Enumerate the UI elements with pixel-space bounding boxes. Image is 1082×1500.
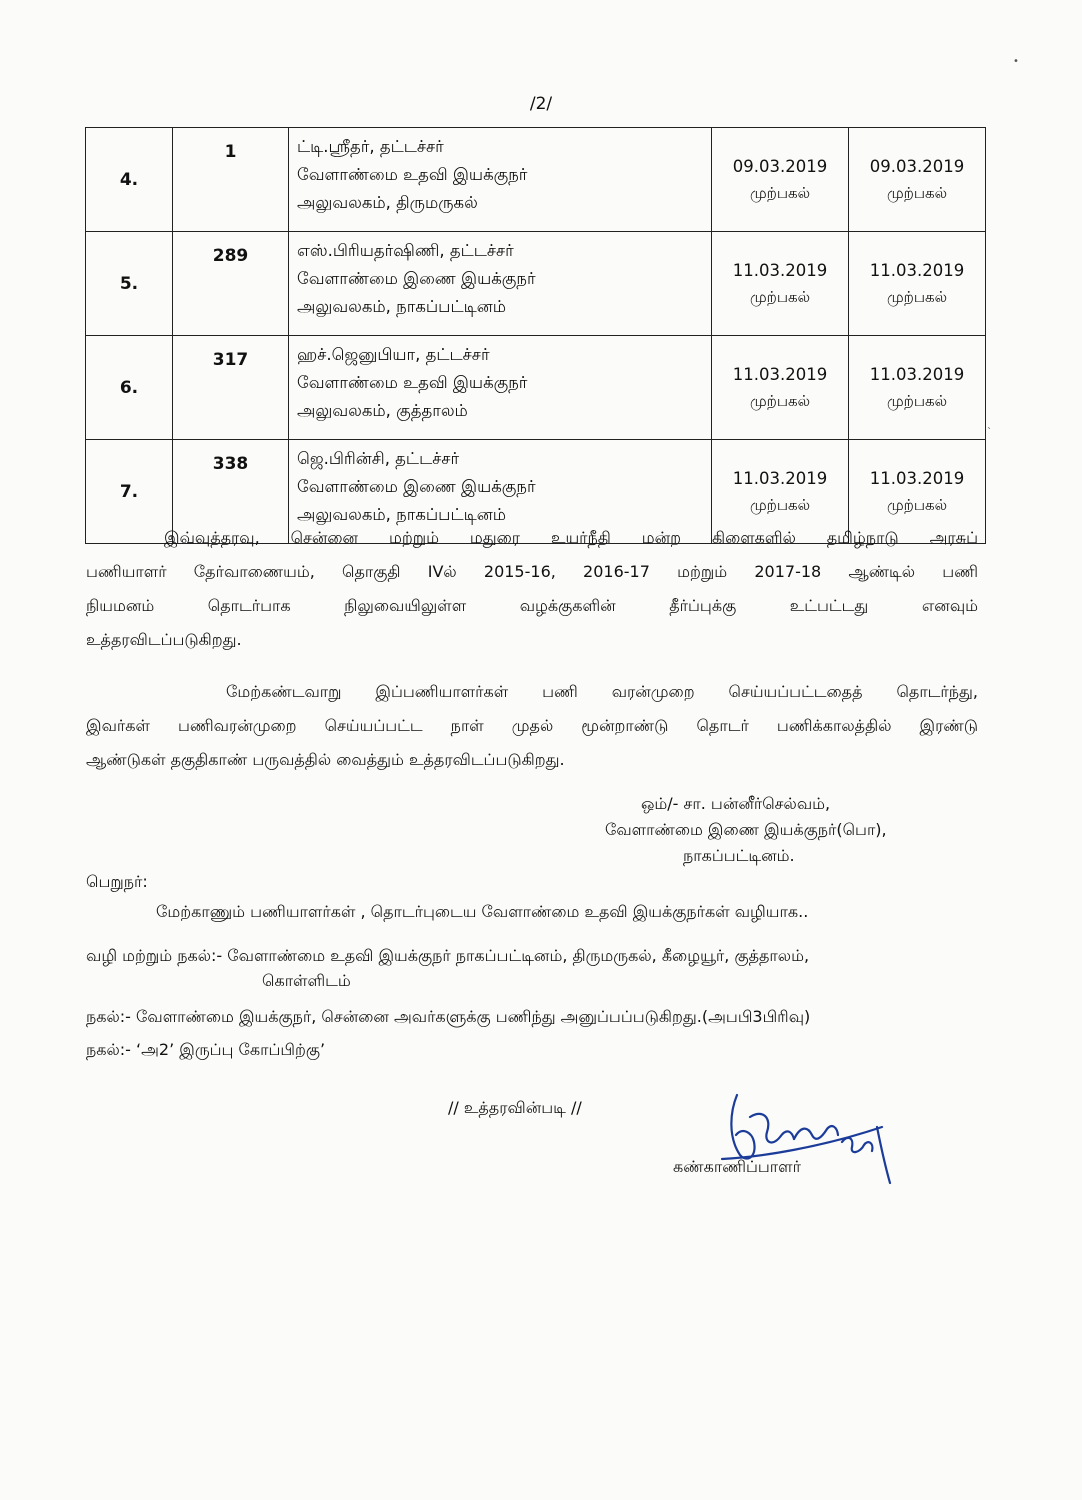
date-cell-2 bbox=[849, 232, 986, 336]
paragraph-line: உத்தரவிடப்படுகிறது. bbox=[86, 630, 242, 649]
date-cell-2 bbox=[849, 128, 986, 232]
signatory-place: நாகப்பட்டினம். bbox=[683, 846, 795, 865]
paragraph-line: ஆண்டுகள் தகுதிகாண் பருவத்தில் வைத்தும் உத்தரவிடப்படுகிறது. bbox=[86, 750, 565, 769]
date-value: 09.03.2019 bbox=[869, 156, 965, 176]
time-of-day: முற்பகல் bbox=[886, 183, 948, 202]
date-cell-1 bbox=[712, 336, 849, 440]
scan-speck: • bbox=[1013, 56, 1019, 67]
serial-number: 7. bbox=[86, 440, 173, 544]
probation-paragraph bbox=[86, 675, 978, 777]
signatory-designation: வேளாண்மை இணை இயக்குநர்(பொ), bbox=[605, 820, 887, 839]
date-value: 09.03.2019 bbox=[732, 156, 828, 176]
paragraph-line: பணியாளர் தேர்வாணையம், தொகுதி IVல் 2015-16, 2016-17 மற்றும் 2017-18 ஆண்டில் பணி bbox=[86, 562, 978, 581]
serial-number: 6. bbox=[86, 336, 173, 440]
date-value: 11.03.2019 bbox=[732, 260, 828, 280]
office-name: வேளாண்மை இணை இயக்குநர் bbox=[297, 477, 536, 496]
date-value: 11.03.2019 bbox=[869, 364, 965, 384]
paragraph-line: நியமனம் தொடர்பாக நிலுவையிலுள்ள வழக்குகளின் தீர்ப்புக்கு உட்பட்டது எனவும் bbox=[86, 596, 978, 615]
date-value: 11.03.2019 bbox=[869, 468, 965, 488]
order-line: // உத்தரவின்படி // bbox=[448, 1098, 582, 1117]
time-of-day: முற்பகல் bbox=[886, 495, 948, 514]
copy-via-line-continued: கொள்ளிடம் bbox=[262, 971, 351, 990]
office-place: அலுவலகம், திருமருகல் bbox=[297, 193, 478, 212]
time-of-day: முற்பகல் bbox=[886, 287, 948, 306]
recipients-label: பெறுநர்: bbox=[86, 872, 148, 891]
office-name: வேளாண்மை இணை இயக்குநர் bbox=[297, 269, 536, 288]
date-cell-1 bbox=[712, 128, 849, 232]
records-table bbox=[85, 127, 986, 544]
superintendent-title: கண்காணிப்பாளர் bbox=[673, 1157, 801, 1176]
employee-details bbox=[289, 232, 712, 336]
rank-number: 1 bbox=[173, 128, 289, 232]
table-row bbox=[86, 336, 986, 440]
paragraph-line: இவர்கள் பணிவரன்முறை செய்யப்பட்ட நாள் முதல் மூன்றாண்டு தொடர் பணிக்காலத்தில் இரண்டு bbox=[86, 716, 978, 735]
date-cell-2 bbox=[849, 336, 986, 440]
signatory-name: ஒம்/- சா. பன்னீர்செல்வம், bbox=[641, 794, 831, 813]
office-place: அலுவலகம், நாகப்பட்டினம் bbox=[297, 297, 507, 316]
time-of-day: முற்பகல் bbox=[886, 391, 948, 410]
date-value: 11.03.2019 bbox=[732, 468, 828, 488]
serial-number: 5. bbox=[86, 232, 173, 336]
copy-via-line: வழி மற்றும் நகல்:- வேளாண்மை உதவி இயக்குநர் நாகப்பட்டினம், திருமருகல், கீழையூர், குத்தாலம், bbox=[86, 946, 810, 965]
office-place: அலுவலகம், நாகப்பட்டினம் bbox=[297, 505, 507, 524]
table-row bbox=[86, 232, 986, 336]
employee-name: ட்டி.ஸ்ரீதர், தட்டச்சர் bbox=[297, 137, 444, 156]
office-name: வேளாண்மை உதவி இயக்குநர் bbox=[297, 373, 528, 392]
paragraph-line: இவ்வுத்தரவு, சென்னை மற்றும் மதுரை உயர்நீதி மன்ற கிளைகளில் தமிழ்நாடு அரசுப் bbox=[164, 528, 978, 547]
office-place: அலுவலகம், குத்தாலம் bbox=[297, 401, 468, 420]
rank-number: 317 bbox=[173, 336, 289, 440]
employee-name: ஜெ.பிரின்சி, தட்டச்சர் bbox=[297, 449, 460, 468]
time-of-day: முற்பகல் bbox=[749, 183, 811, 202]
condition-paragraph bbox=[86, 521, 978, 657]
date-cell-1 bbox=[712, 232, 849, 336]
rank-number: 289 bbox=[173, 232, 289, 336]
employee-name: எஸ்.பிரியதர்ஷிணி, தட்டச்சர் bbox=[297, 241, 514, 260]
date-value: 11.03.2019 bbox=[732, 364, 828, 384]
table-row bbox=[86, 128, 986, 232]
scan-speck: ` bbox=[987, 427, 992, 438]
copy-line-director: நகல்:- வேளாண்மை இயக்குநர், சென்னை அவர்களுக்கு பணிந்து அனுப்பப்படுகிறது.(அபபி3பிரிவு) bbox=[86, 1007, 811, 1026]
rank-number: 338 bbox=[173, 440, 289, 544]
serial-number: 4. bbox=[86, 128, 173, 232]
page-number: /2/ bbox=[529, 94, 553, 114]
office-name: வேளாண்மை உதவி இயக்குநர் bbox=[297, 165, 528, 184]
time-of-day: முற்பகல் bbox=[749, 391, 811, 410]
employee-name: ஹச்.ஜெனுபியா, தட்டச்சர் bbox=[297, 345, 490, 364]
recipients-text: மேற்காணும் பணியாளர்கள் , தொடர்புடைய வேளாண்மை உதவி இயக்குநர்கள் வழியாக.. bbox=[156, 902, 809, 921]
time-of-day: முற்பகல் bbox=[749, 287, 811, 306]
employee-details bbox=[289, 128, 712, 232]
paragraph-line: மேற்கண்டவாறு இப்பணியாளர்கள் பணி வரன்முறை செய்யப்பட்டதைத் தொடர்ந்து, bbox=[226, 682, 978, 701]
employee-details bbox=[289, 336, 712, 440]
handwritten-signature bbox=[712, 1087, 902, 1187]
time-of-day: முற்பகல் bbox=[749, 495, 811, 514]
date-value: 11.03.2019 bbox=[869, 260, 965, 280]
copy-line-file: நகல்:- ‘அ2’ இருப்பு கோப்பிற்கு’ bbox=[86, 1040, 326, 1059]
